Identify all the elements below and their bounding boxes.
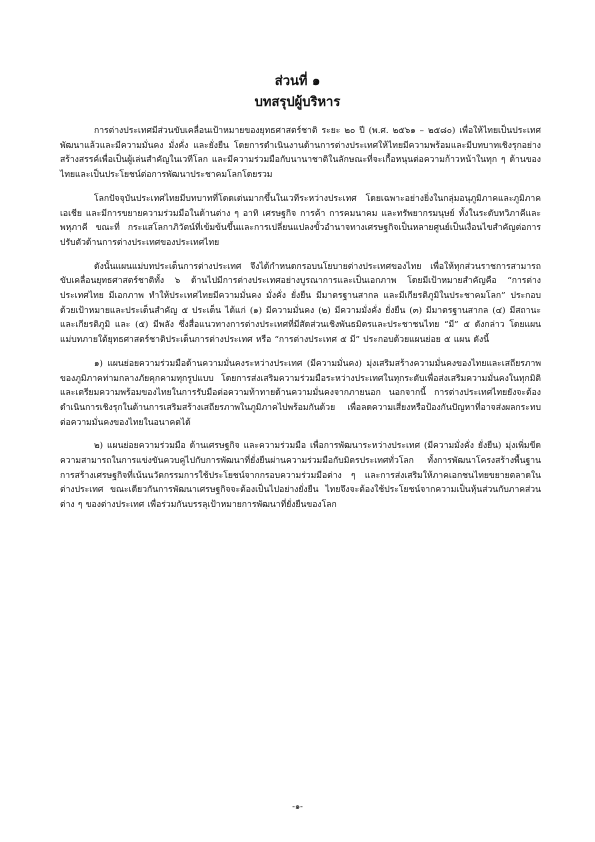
paragraph-intro: การต่างประเทศมีส่วนขับเคลื่อนเป้าหมายของยุทธศาสตร์ชาติ ระยะ ๒๐ ปี (พ.ศ. ๒๕๖๑ – ๒๕๘๐) เพื่อให้ไทยเป็นประเทศพัฒนาแล้วและมีความมั่นคง มั่งคั่ง และยั่งยืน โดยการดำเนินงานด้านการต่างประเทศให้ไทยมีความพร้อมและมีบทบาทเชิงรุกอย่างสร้างสรรค์เพื่อเป็นผู้เล่นสำคัญในเวทีโลก และมีความร่วมมือกับนานาชาติในลักษณะที่จะเกื้อหนุนต่อความก้าวหน้าในทุก ๆ ด้านของไทยและเป็นประโยชน์ต่อการพัฒนาประชาคมโลกโดยรวม: [60, 126, 541, 181]
body-text: [60, 124, 541, 522]
paragraph-context: โลกปัจจุบันประเทศไทยมีบทบาทที่โดดเด่นมากขึ้นในเวทีระหว่างประเทศ โดยเฉพาะอย่างยิ่งในกลุ่มอนุภูมิภาคและภูมิภาคเอเชีย และมีการขยายความร่วมมือในด้านต่าง ๆ อาทิ เศรษฐกิจ การค้า การคมนาคม และทรัพยากรมนุษย์ ทั้งในระดับทวิภาคีและพหุภาคี ขณะที่ กระแสโลกาภิวัตน์ที่เข้มข้นขึ้นและการเปลี่ยนแปลงขั้วอำนาจทางเศรษฐกิจเป็นหลายศูนย์เป็นเงื่อนไขสำคัญต่อการปรับตัวด้านการต่างประเทศของประเทศไทย: [60, 193, 541, 248]
section-heading: บทสรุปผู้บริหาร: [254, 95, 341, 110]
page-number: -๑-: [292, 802, 303, 811]
paragraph-subplan-1: ๑) แผนย่อยความร่วมมือด้านความมั่นคงระหว่างประเทศ (มีความมั่นคง) มุ่งเสริมสร้างความมั่นคงของไทยและเสถียรภาพของภูมิภาคท่ามกลางภัยคุกคามทุกรูปแบบ โดยการส่งเสริมความร่วมมือระหว่างประเทศในทุกระดับเพื่อส่งเสริมความมั่นคงในทุกมิติและเตรียมความพร้อมของไทยในการรับมือต่อความท้าทายด้านความมั่นคงจากภายนอก นอกจากนี้ การต่างประเทศไทยยังจะต้องดำเนินการเชิงรุกในด้านการเสริมสร้างเสถียรภาพในภูมิภาคไปพร้อมกันด้วย เพื่อลดความเสี่ยงหรือป้องกันปัญหาที่อาจส่งผลกระทบต่อความมั่นคงของไทยในอนาคตได้: [60, 358, 541, 428]
section-number-title: ส่วนที่ ๑: [274, 74, 321, 89]
paragraph-master-plan: ดังนั้นแผนแม่บทประเด็นการต่างประเทศ จึงได้กำหนดกรอบนโยบายต่างประเทศของไทย เพื่อให้ทุกส่วนราชการสามารถขับเคลื่อนยุทธศาสตร์ชาติทั้ง ๖ ด้านไปมีการต่างประเทศอย่างบูรณาการและเป็นเอกภาพ โดยมีเป้าหมายสำคัญคือ “การต่างประเทศไทย มีเอกภาพ ทำให้ประเทศไทยมีความมั่นคง มั่งคั่ง ยั่งยืน มีมาตรฐานสากล และมีเกียรติภูมิในประชาคมโลก” ประกอบด้วยเป้าหมายและประเด็นสำคัญ ๕ ประเด็น ได้แก่ (๑) มีความมั่นคง (๒) มีความมั่งคั่ง ยั่งยืน (๓) มีมาตรฐานสากล (๔) มีสถานะและเกียรติภูมิ และ (๕) มีพลัง ซึ่งสื่อแนวทางการต่างประเทศที่มีสัดส่วนเชิงพันธมิตรและประชาชนไทย “มี” ๕ ดังกล่าว โดยแผนแม่บทภายใต้ยุทธศาสตร์ชาติประเด็นการต่างประเทศ หรือ “การต่างประเทศ ๕ มี” ประกอบด้วยแผนย่อย ๕ แผน ดังนี้: [60, 261, 541, 346]
paragraph-subplan-2: ๒) แผนย่อยความร่วมมือ ด้านเศรษฐกิจ และความร่วมมือ เพื่อการพัฒนาระหว่างประเทศ (มีความมั่งคั่ง ยั่งยืน) มุ่งเพิ่มขีดความสามารถในการแข่งขันควบคู่ไปกับการพัฒนาที่ยั่งยืนผ่านความร่วมมือกับมิตรประเทศทั่วโลก ทั้งการพัฒนาโครงสร้างพื้นฐาน การสร้างเศรษฐกิจที่เน้นนวัตกรรมการใช้ประโยชน์จากกรอบความร่วมมือต่าง ๆ และการส่งเสริมให้ภาคเอกชนไทยขยายตลาดในต่างประเทศ ขณะเดียวกันการพัฒนาเศรษฐกิจจะต้องเป็นไปอย่างยั่งยืน ไทยจึงจะต้องใช้ประโยชน์จากความเป็นหุ้นส่วนกับภาคส่วนต่าง ๆ ของต่างประเทศ เพื่อร่วมกันบรรลุเป้าหมายการพัฒนาที่ยั่งยืนของโลก: [60, 441, 541, 511]
